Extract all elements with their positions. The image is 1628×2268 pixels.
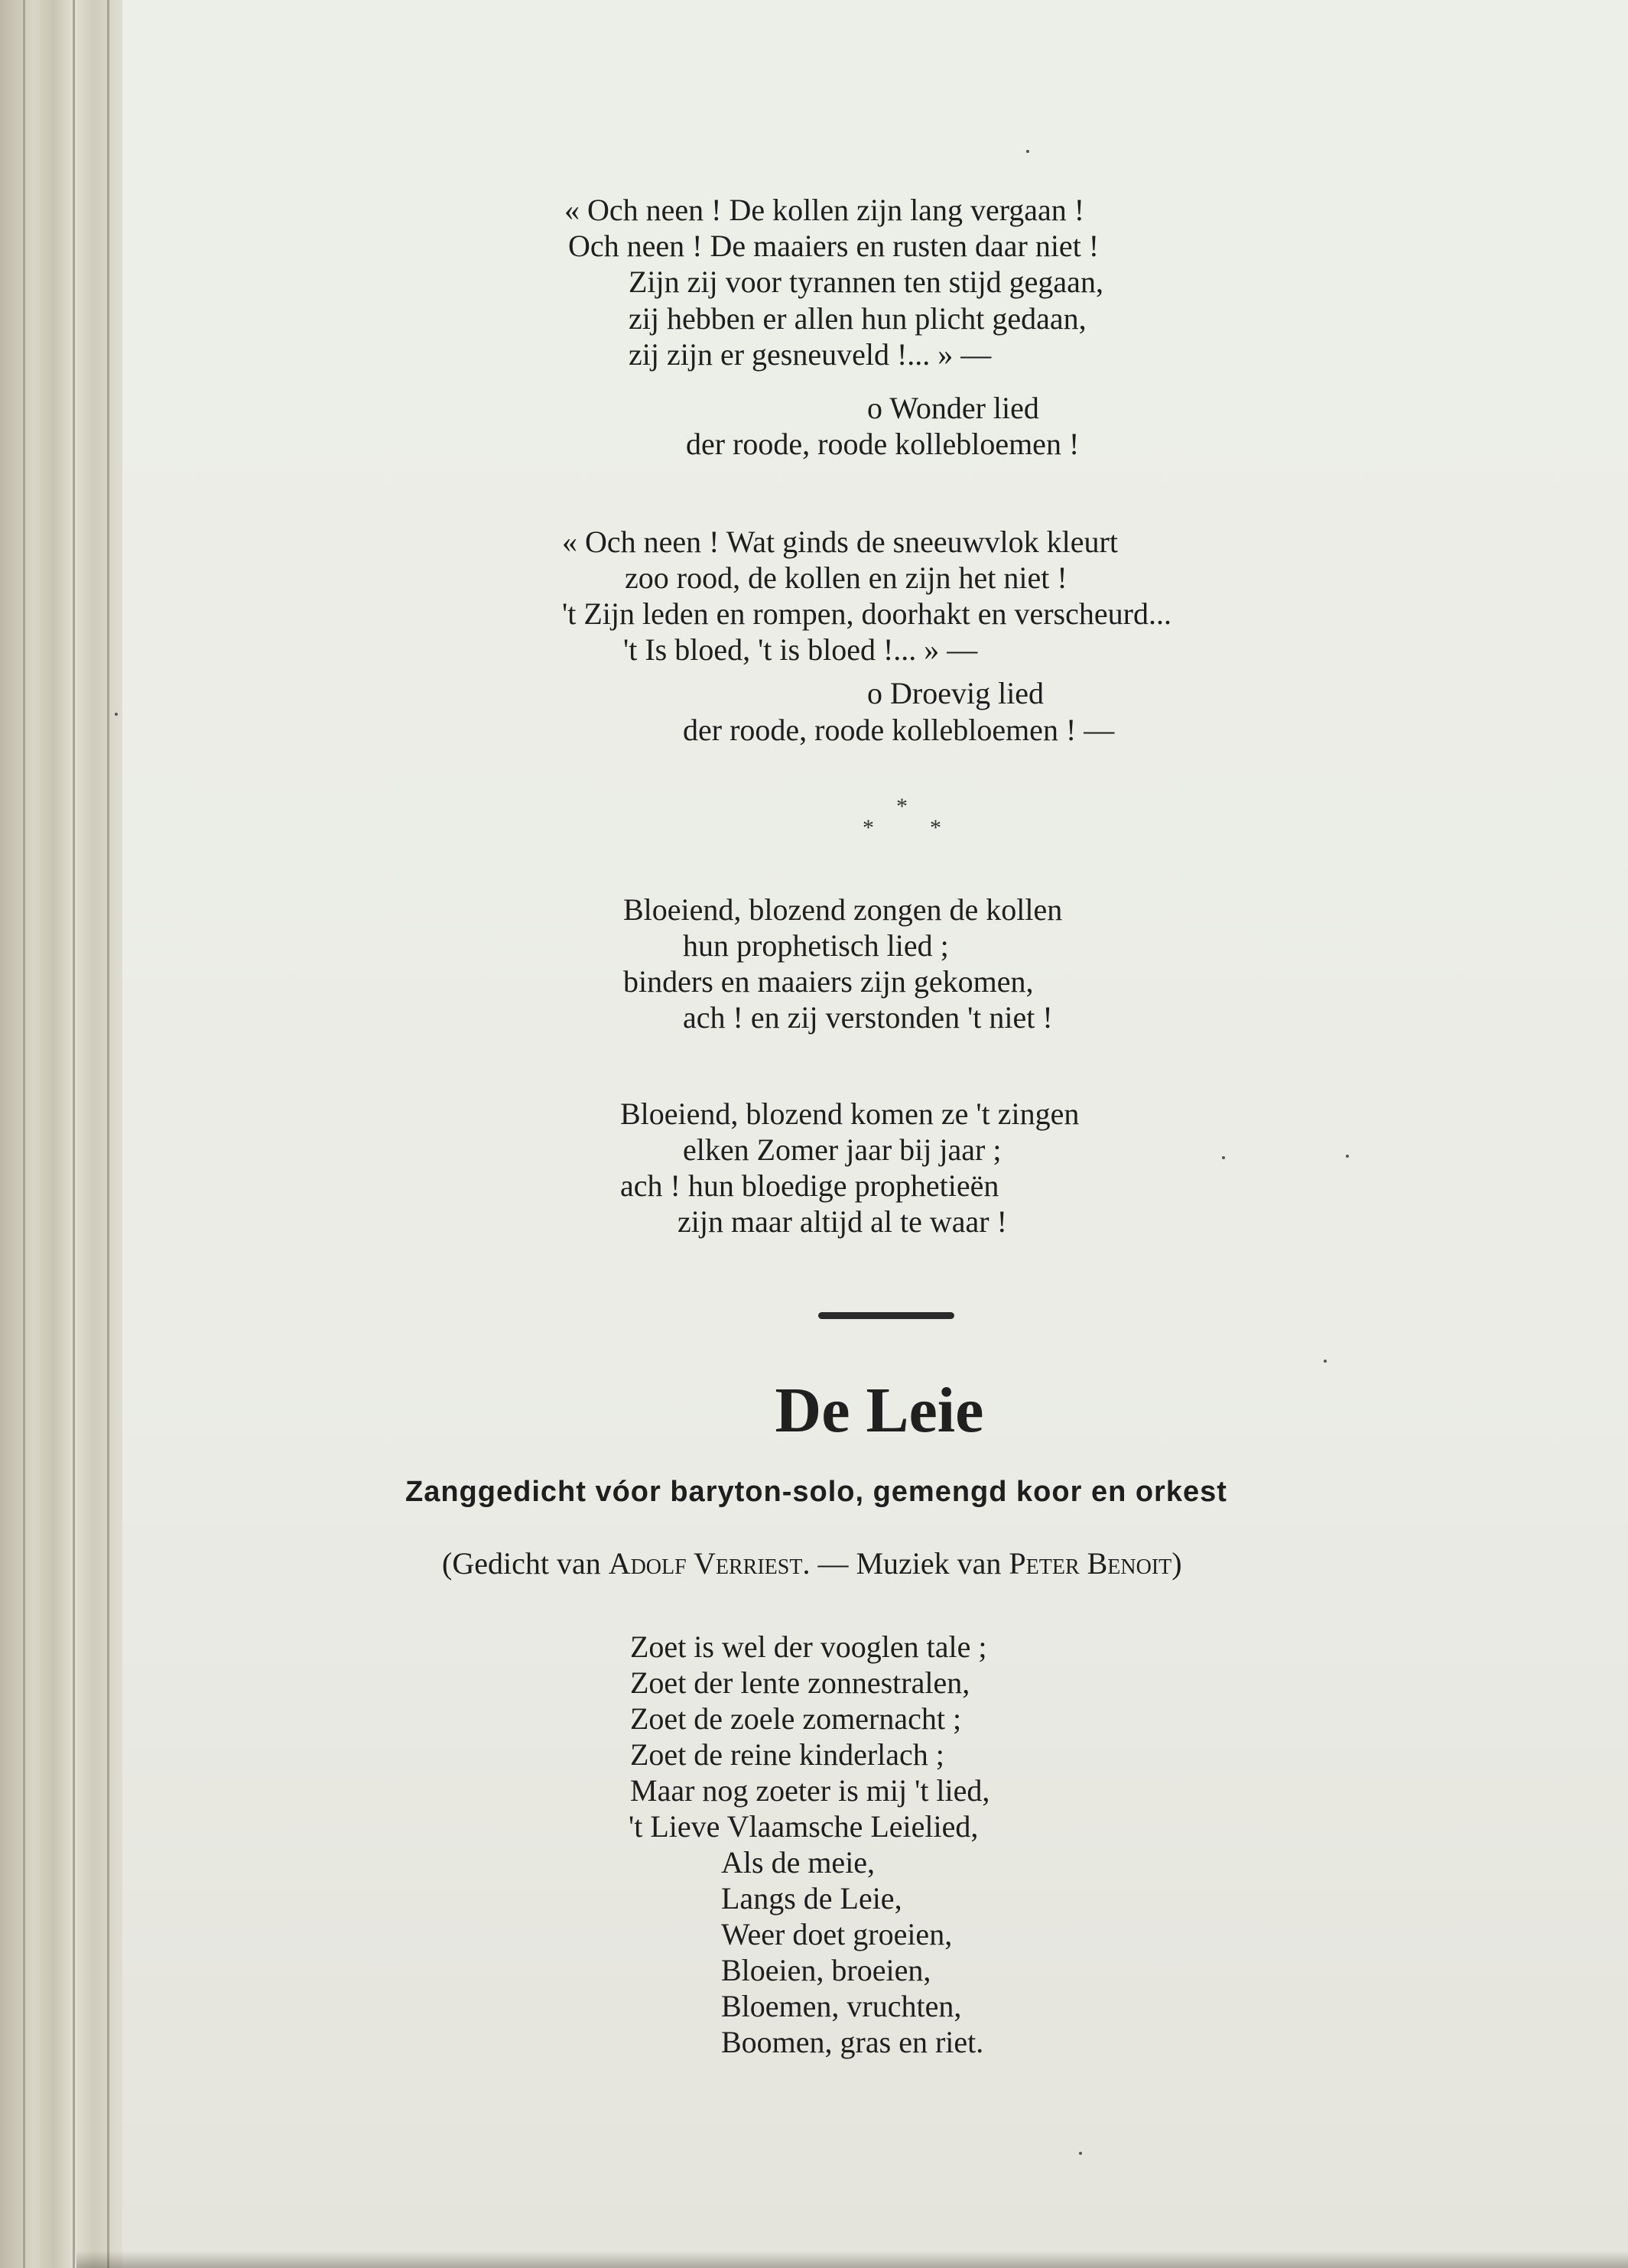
poem-line: Bloeiend, blozend komen ze 't zingen — [620, 1097, 1080, 1131]
refrain-line: der roode, roode kollebloemen ! — [686, 427, 1080, 461]
poem-line: Weer doet groeien, — [721, 1917, 953, 1951]
poem-line: Bloemen, vruchten, — [721, 1989, 962, 2023]
poem-line: ach ! hun bloedige prophetieën — [620, 1168, 999, 1203]
poem-line: Als de meie, — [721, 1845, 876, 1880]
poem-line: 't Is bloed, 't is bloed !... » — — [623, 632, 978, 667]
asterism-star: * — [896, 794, 908, 819]
page-bottom-shadow — [76, 2251, 1628, 2268]
poem-line: ach ! en zij verstonden 't niet ! — [683, 1000, 1053, 1035]
poem-line: Zoet der lente zonnestralen, — [630, 1665, 970, 1700]
paper-speck — [115, 713, 118, 716]
poem-line: Maar nog zoeter is mij 't lied, — [630, 1773, 990, 1808]
poem-line: binders en maaiers zijn gekomen, — [623, 964, 1034, 999]
book-page-edges — [0, 0, 134, 2268]
section-title: De Leie — [775, 1375, 984, 1446]
poet-name: Adolf Verriest — [608, 1546, 803, 1581]
poem-line: zijn maar altijd al te waar ! — [678, 1204, 1007, 1239]
page-edge-line — [73, 0, 75, 2268]
page-edge-line — [23, 0, 25, 2268]
poem-line: Zoet is wel der vooglen tale ; — [630, 1630, 987, 1664]
asterism-star: * — [863, 815, 874, 840]
section-credit — [442, 1545, 1182, 1582]
refrain-line: o Wonder lied — [867, 391, 1039, 425]
paper-speck — [1346, 1155, 1349, 1158]
poem-line: Bloeien, broeien, — [721, 1953, 931, 1987]
poem-line: zij zijn er gesneuveld !... » — — [629, 337, 992, 372]
poem-line: Langs de Leie, — [721, 1881, 902, 1915]
credit-middle: . — Muziek van — [802, 1546, 1009, 1581]
poem-line: « Och neen ! De kollen zijn lang vergaan ! — [564, 193, 1085, 227]
paper-speck — [1324, 1360, 1327, 1363]
page-edge-line — [107, 0, 109, 2268]
poem-line: zoo rood, de kollen en zijn het niet ! — [625, 561, 1067, 595]
composer-name: Peter Benoit — [1009, 1546, 1172, 1581]
paper-speck — [1079, 2152, 1082, 2155]
poem-line: zij hebben er allen hun plicht gedaan, — [629, 301, 1087, 336]
poem-line: Och neen ! De maaiers en rusten daar niet ! — [568, 229, 1100, 263]
poem-line: 't Zijn leden en rompen, doorhakt en verscheurd... — [562, 596, 1171, 631]
section-rule — [818, 1312, 954, 1319]
poem-line: Bloeiend, blozend zongen de kollen — [623, 892, 1063, 927]
poem-line: hun prophetisch lied ; — [683, 928, 949, 963]
poem-line: Zijn zij voor tyrannen ten stijd gegaan, — [629, 265, 1103, 299]
credit-close: ) — [1171, 1546, 1182, 1581]
poem-line: Zoet de zoele zomernacht ; — [630, 1701, 962, 1736]
asterism-star: * — [930, 815, 941, 840]
paper-speck — [1026, 150, 1029, 153]
section-subtitle: Zanggedicht vóor baryton-solo, gemengd koor en orkest — [405, 1476, 1227, 1508]
poem-line: elken Zomer jaar bij jaar ; — [683, 1132, 1002, 1167]
refrain-line: der roode, roode kollebloemen ! — — [683, 713, 1115, 747]
poem-line: Boomen, gras en riet. — [721, 2025, 984, 2059]
poem-line: 't Lieve Vlaamsche Leielied, — [629, 1809, 979, 1844]
paper-speck — [1222, 1156, 1225, 1159]
poem-line: « Och neen ! Wat ginds de sneeuwvlok kleurt — [562, 525, 1118, 559]
poem-line: Zoet de reine kinderlach ; — [630, 1737, 944, 1772]
credit-open: (Gedicht van — [442, 1546, 609, 1581]
refrain-line: o Droevig lied — [867, 676, 1045, 710]
